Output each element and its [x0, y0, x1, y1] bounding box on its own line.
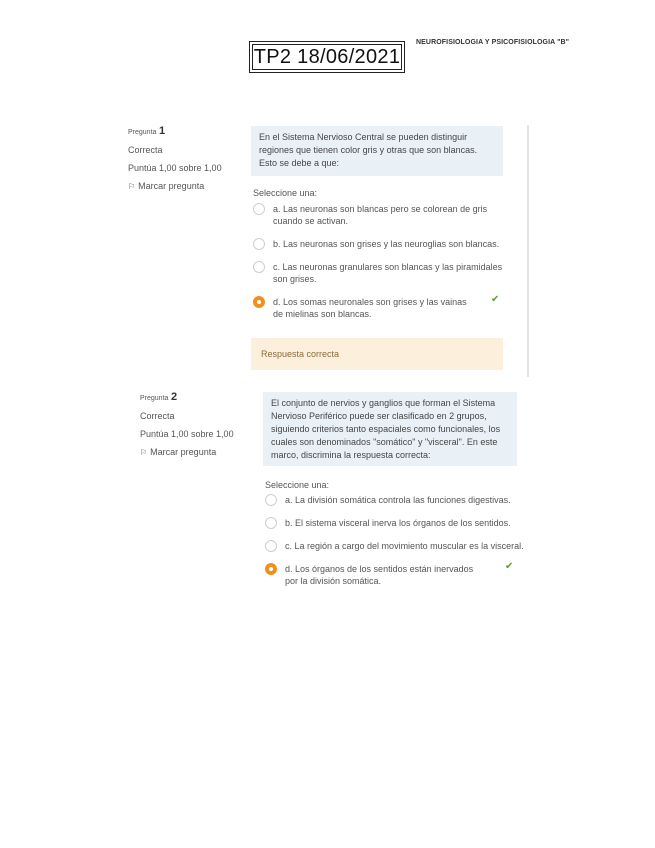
- document-title: TP2 18/06/2021: [253, 45, 401, 68]
- option-text: b. Las neuronas son grises y las neuroglias son blancas.: [273, 239, 500, 249]
- radio-button[interactable]: [253, 238, 265, 250]
- question-number: 2: [170, 391, 178, 403]
- question-1-option-a[interactable]: [253, 203, 503, 227]
- radio-button-selected[interactable]: [265, 563, 277, 575]
- question-number: 1: [158, 125, 166, 137]
- correct-check-icon: ✔: [505, 561, 514, 572]
- question-1-option-c[interactable]: [253, 261, 508, 285]
- radio-button[interactable]: [253, 203, 265, 215]
- question-status: Correcta: [140, 411, 175, 421]
- question-2-option-c[interactable]: [265, 540, 530, 552]
- question-1-option-b[interactable]: [253, 238, 513, 250]
- select-one-label: Seleccione una:: [265, 480, 330, 490]
- question-1-info: [128, 126, 222, 200]
- option-text: a. La división somática controla las funciones digestivas.: [285, 495, 511, 505]
- select-one-label: Seleccione una:: [253, 188, 318, 198]
- question-1-option-d[interactable]: [253, 296, 468, 320]
- question-score: Puntúa 1,00 sobre 1,00: [128, 163, 222, 173]
- flag-icon: ⚐: [128, 182, 136, 191]
- option-text: d. Los somas neuronales son grises y las vainas de mielinas son blancas.: [273, 297, 467, 319]
- question-2-option-a[interactable]: [265, 494, 530, 506]
- question-label: Pregunta: [128, 129, 157, 136]
- document-title-box: [249, 41, 405, 73]
- radio-button[interactable]: [265, 540, 277, 552]
- flag-question-button[interactable]: [128, 182, 222, 191]
- radio-button[interactable]: [265, 494, 277, 506]
- question-2-option-b[interactable]: [265, 517, 530, 529]
- option-text: d. Los órganos de los sentidos están inervados por la división somática.: [285, 564, 474, 586]
- flag-question-label: Marcar pregunta: [138, 181, 205, 191]
- flag-question-label: Marcar pregunta: [150, 447, 217, 457]
- correct-check-icon: ✔: [491, 294, 500, 305]
- question-label: Pregunta: [140, 395, 169, 402]
- radio-button[interactable]: [253, 261, 265, 273]
- option-text: b. El sistema visceral inerva los órganos de los sentidos.: [285, 518, 511, 528]
- radio-button-selected[interactable]: [253, 296, 265, 308]
- option-text: c. Las neuronas granulares son blancas y las piramidales son grises.: [273, 262, 503, 284]
- flag-question-button[interactable]: [140, 448, 234, 457]
- question-2-option-d[interactable]: [265, 563, 487, 587]
- scrollbar-track: [527, 125, 529, 377]
- question-score: Puntúa 1,00 sobre 1,00: [140, 429, 234, 439]
- feedback-box: [251, 338, 503, 370]
- option-text: c. La región a cargo del movimiento muscular es la visceral.: [285, 541, 524, 551]
- radio-button[interactable]: [265, 517, 277, 529]
- question-2-text: El conjunto de nervios y ganglios que forman el Sistema Nervioso Periférico puede ser clasificado en 2 grupos, siguiendo criterios tanto espaciales como funcionales, los cuales son denominados "somático" y "visceral". En este marco, discrimina la respuesta correcta:: [263, 392, 517, 466]
- flag-icon: ⚐: [140, 448, 148, 457]
- subject-name: NEUROFISIOLOGIA Y PSICOFISIOLOGIA "B": [416, 39, 570, 46]
- question-1-text: En el Sistema Nervioso Central se pueden distinguir regiones que tienen color gris y otras que son blancas. Esto se debe a que:: [251, 126, 503, 176]
- question-2-info: [140, 392, 234, 466]
- option-text: a. Las neuronas son blancas pero se colorean de gris cuando se activan.: [273, 204, 488, 226]
- question-status: Correcta: [128, 145, 163, 155]
- feedback-text: Respuesta correcta: [261, 349, 340, 359]
